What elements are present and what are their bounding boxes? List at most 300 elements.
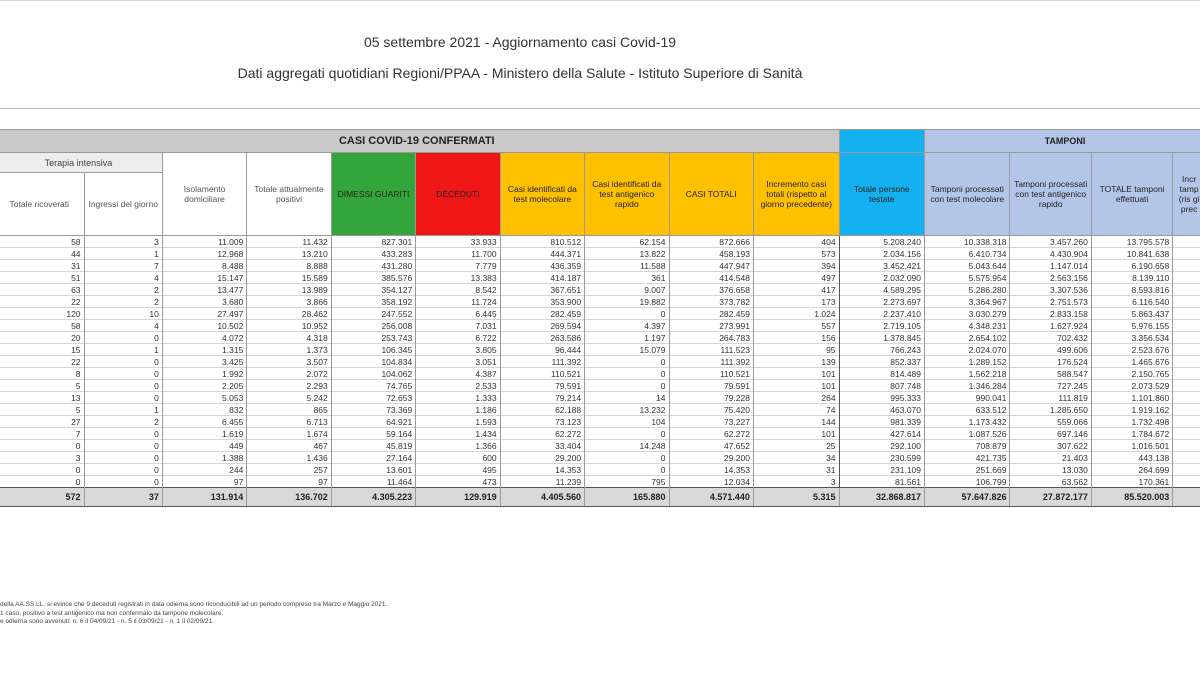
table-cell: 62.272 <box>500 428 584 440</box>
table-cell: 58 <box>0 320 84 332</box>
table-cell: 6.722 <box>416 332 500 344</box>
table-cell: 5.863.437 <box>1091 308 1172 320</box>
table-cell <box>1173 452 1200 464</box>
table-row <box>0 332 1200 344</box>
table-cell: 11.432 <box>247 236 331 248</box>
table-cell: 0 <box>84 356 162 368</box>
table-cell: 33.404 <box>500 440 584 452</box>
table-cell: 120 <box>0 308 84 320</box>
table-cell: 795 <box>585 476 669 488</box>
table-cell: 4.072 <box>162 332 246 344</box>
table-cell <box>1173 344 1200 356</box>
table-cell: 1.378.845 <box>839 332 924 344</box>
group-casi-confermati: CASI COVID-19 CONFERMATI <box>0 130 839 153</box>
table-cell: 106.799 <box>925 476 1010 488</box>
table-cell: 376.658 <box>669 284 753 296</box>
table-cell: 72.653 <box>331 392 415 404</box>
footnote: della AA.SS.LL. si evince che 9 deceduti registrati in data odierna sono riconducibili ad un periodo compreso tra Marzo e Maggio 2021. <box>0 601 388 608</box>
table-cell: 633.512 <box>925 404 1010 416</box>
total-cell: 32.868.817 <box>839 488 924 507</box>
table-cell <box>1173 236 1200 248</box>
group-terapia-intensiva: Terapia intensiva <box>0 153 162 173</box>
page-subtitle: Dati aggregati quotidiani Regioni/PPAA - Ministero della Salute - Istituto Superiore di Sanità <box>237 65 803 81</box>
table-cell: 4.430.904 <box>1010 248 1091 260</box>
table-cell: 4.348.231 <box>925 320 1010 332</box>
table-cell: 7 <box>84 260 162 272</box>
table-cell: 2 <box>84 416 162 428</box>
group-spacer-blue <box>839 130 924 153</box>
table-cell: 6.190.658 <box>1091 260 1172 272</box>
table-cell: 10.338.318 <box>925 236 1010 248</box>
col-totale-tamponi: TOTALE tamponi effettuati <box>1091 153 1172 236</box>
table-cell: 463.070 <box>839 404 924 416</box>
table-cell <box>1173 476 1200 488</box>
table-cell: 1.101.860 <box>1091 392 1172 404</box>
table-cell: 436.359 <box>500 260 584 272</box>
table-cell: 3.680 <box>162 296 246 308</box>
table-cell: 11.239 <box>500 476 584 488</box>
table-cell: 2.237.410 <box>839 308 924 320</box>
table-cell: 0 <box>585 380 669 392</box>
table-cell: 11.588 <box>585 260 669 272</box>
table-cell: 45.819 <box>331 440 415 452</box>
table-cell: 1.465.676 <box>1091 356 1172 368</box>
table-cell: 559.066 <box>1010 416 1091 428</box>
table-cell: 29.200 <box>669 452 753 464</box>
total-cell: 129.919 <box>416 488 500 507</box>
table-cell: 62.188 <box>500 404 584 416</box>
table-cell: 269.594 <box>500 320 584 332</box>
table-cell: 253.743 <box>331 332 415 344</box>
table-cell: 4.397 <box>585 320 669 332</box>
table-cell: 5.043.644 <box>925 260 1010 272</box>
table-cell: 15.147 <box>162 272 246 284</box>
table-cell: 14 <box>585 392 669 404</box>
table-cell <box>1173 272 1200 284</box>
table-cell: 1.173.432 <box>925 416 1010 428</box>
table-cell: 0 <box>0 476 84 488</box>
table-cell: 353.900 <box>500 296 584 308</box>
table-cell <box>1173 356 1200 368</box>
table-cell: 51 <box>0 272 84 284</box>
table-cell: 708.879 <box>925 440 1010 452</box>
table-cell: 727.245 <box>1010 380 1091 392</box>
table-cell: 1.619 <box>162 428 246 440</box>
table-cell: 21.403 <box>1010 452 1091 464</box>
table-cell: 5.575.954 <box>925 272 1010 284</box>
total-cell: 57.647.826 <box>925 488 1010 507</box>
table-row <box>0 452 1200 464</box>
table-cell: 230.599 <box>839 452 924 464</box>
table-cell: 1 <box>84 344 162 356</box>
table-cell: 10.841.638 <box>1091 248 1172 260</box>
table-cell: 3.356.534 <box>1091 332 1172 344</box>
table-cell: 8.888 <box>247 260 331 272</box>
table-cell: 1.366 <box>416 440 500 452</box>
table-cell: 1 <box>84 248 162 260</box>
table-cell: 1.732.498 <box>1091 416 1172 428</box>
table-cell: 373.782 <box>669 296 753 308</box>
table-cell: 497 <box>753 272 839 284</box>
table-cell: 144 <box>753 416 839 428</box>
table-cell: 264 <box>753 392 839 404</box>
table-cell: 1.562.218 <box>925 368 1010 380</box>
table-cell: 832 <box>162 404 246 416</box>
table-cell: 431.280 <box>331 260 415 272</box>
table-cell: 6.445 <box>416 308 500 320</box>
table-cell: 62.154 <box>585 236 669 248</box>
table-cell: 2.293 <box>247 380 331 392</box>
col-tamponi-antigenico: Tamponi processati con test antigenico rapido <box>1010 153 1091 236</box>
table-cell: 13.795.578 <box>1091 236 1172 248</box>
table-cell: 8.488 <box>162 260 246 272</box>
table-cell: 0 <box>84 452 162 464</box>
table-cell: 872.666 <box>669 236 753 248</box>
table-cell: 74.765 <box>331 380 415 392</box>
table-cell: 0 <box>585 452 669 464</box>
table-cell: 2.273.697 <box>839 296 924 308</box>
table-row <box>0 476 1200 488</box>
table-cell: 64.921 <box>331 416 415 428</box>
table-cell: 73.369 <box>331 404 415 416</box>
table-cell: 79.591 <box>669 380 753 392</box>
table-cell: 6.116.540 <box>1091 296 1172 308</box>
table-cell: 2.654.102 <box>925 332 1010 344</box>
table-cell: 3.364.967 <box>925 296 1010 308</box>
table-row <box>0 428 1200 440</box>
total-cell: 136.702 <box>247 488 331 507</box>
table-cell: 4.589.295 <box>839 284 924 296</box>
table-cell: 2.563.156 <box>1010 272 1091 284</box>
col-isolamento: Isolamento domiciliare <box>162 153 246 236</box>
total-cell: 5.315 <box>753 488 839 507</box>
table-cell: 1.289.152 <box>925 356 1010 368</box>
table-cell: 385.576 <box>331 272 415 284</box>
table-cell: 47.652 <box>669 440 753 452</box>
table-row <box>0 344 1200 356</box>
table-cell: 97 <box>162 476 246 488</box>
table-cell: 0 <box>84 476 162 488</box>
table-cell: 852.337 <box>839 356 924 368</box>
table-cell: 264.699 <box>1091 464 1172 476</box>
footnote: 1 caso, positivo a test antigenico ma non confermato da tampone molecolare. <box>0 609 224 617</box>
table-cell: 111.392 <box>669 356 753 368</box>
table-cell: 3.452.421 <box>839 260 924 272</box>
table-cell: 2 <box>84 296 162 308</box>
col-ingressi: Ingressi del giorno <box>84 173 162 236</box>
table-cell: 19.882 <box>585 296 669 308</box>
table-cell: 1.315 <box>162 344 246 356</box>
table-cell: 13 <box>0 392 84 404</box>
table-cell: 13.232 <box>585 404 669 416</box>
table-cell: 8.139.110 <box>1091 272 1172 284</box>
table-cell: 433.283 <box>331 248 415 260</box>
table-cell: 6.713 <box>247 416 331 428</box>
table-cell: 104 <box>585 416 669 428</box>
table-cell: 111.819 <box>1010 392 1091 404</box>
table-cell: 417 <box>753 284 839 296</box>
table-cell: 449 <box>162 440 246 452</box>
table-cell: 27 <box>0 416 84 428</box>
table-cell: 1.593 <box>416 416 500 428</box>
table-cell: 44 <box>0 248 84 260</box>
table-cell: 8.542 <box>416 284 500 296</box>
table-cell: 3.425 <box>162 356 246 368</box>
table-cell: 865 <box>247 404 331 416</box>
table-row <box>0 356 1200 368</box>
table-cell: 1.436 <box>247 452 331 464</box>
table-cell: 2.205 <box>162 380 246 392</box>
table-cell: 74 <box>753 404 839 416</box>
table-cell: 702.432 <box>1010 332 1091 344</box>
table-cell: 13.822 <box>585 248 669 260</box>
table-cell <box>1173 440 1200 452</box>
table-row <box>0 296 1200 308</box>
table-cell <box>1173 392 1200 404</box>
table-cell: 33.933 <box>416 236 500 248</box>
table-cell: 10 <box>84 308 162 320</box>
table-row <box>0 248 1200 260</box>
table-cell: 1.285.650 <box>1010 404 1091 416</box>
table-cell: 170.361 <box>1091 476 1172 488</box>
table-cell: 3.457.260 <box>1010 236 1091 248</box>
table-cell <box>1173 308 1200 320</box>
table-cell: 444.371 <box>500 248 584 260</box>
table-cell: 1 <box>84 404 162 416</box>
table-cell: 11.700 <box>416 248 500 260</box>
table-cell: 447.947 <box>669 260 753 272</box>
col-totale-positivi: Totale attualmente positivi <box>247 153 331 236</box>
table-cell: 2.833.158 <box>1010 308 1091 320</box>
table-cell: 282.459 <box>669 308 753 320</box>
table-cell: 2.150.765 <box>1091 368 1172 380</box>
table-cell: 0 <box>0 464 84 476</box>
table-cell: 995.333 <box>839 392 924 404</box>
table-cell: 247.552 <box>331 308 415 320</box>
table-cell: 1.388 <box>162 452 246 464</box>
total-cell: 165.880 <box>585 488 669 507</box>
table-cell: 404 <box>753 236 839 248</box>
table-cell: 354.127 <box>331 284 415 296</box>
table-cell: 7.779 <box>416 260 500 272</box>
page-title: 05 settembre 2021 - Aggiornamento casi Covid-19 <box>363 34 677 50</box>
table-cell: 697.146 <box>1010 428 1091 440</box>
table-cell: 4 <box>84 320 162 332</box>
total-cell: 131.914 <box>162 488 246 507</box>
table-row <box>0 260 1200 272</box>
table-cell: 1.346.284 <box>925 380 1010 392</box>
total-cell: 37 <box>84 488 162 507</box>
table-cell: 27.497 <box>162 308 246 320</box>
table-cell: 0 <box>84 332 162 344</box>
table-cell: 2.032.090 <box>839 272 924 284</box>
table-cell: 5.208.240 <box>839 236 924 248</box>
total-cell: 27.872.177 <box>1010 488 1091 507</box>
table-cell: 0 <box>84 464 162 476</box>
table-cell: 588.547 <box>1010 368 1091 380</box>
table-cell: 263.586 <box>500 332 584 344</box>
table-cell: 1.919.162 <box>1091 404 1172 416</box>
table-cell: 0 <box>84 440 162 452</box>
table-row <box>0 404 1200 416</box>
table-cell: 3.307.536 <box>1010 284 1091 296</box>
table-cell: 2.719.105 <box>839 320 924 332</box>
table-cell: 79.591 <box>500 380 584 392</box>
table-cell: 63 <box>0 284 84 296</box>
table-cell: 0 <box>585 428 669 440</box>
table-cell: 15.079 <box>585 344 669 356</box>
table-cell: 2.073.529 <box>1091 380 1172 392</box>
table-cell: 9.007 <box>585 284 669 296</box>
table-cell: 4.318 <box>247 332 331 344</box>
table-cell: 1.627.924 <box>1010 320 1091 332</box>
table-cell: 22 <box>0 296 84 308</box>
table-row <box>0 416 1200 428</box>
covid-data-table <box>0 129 1200 507</box>
table-cell: 766.243 <box>839 344 924 356</box>
table-cell: 495 <box>416 464 500 476</box>
table-cell: 104.834 <box>331 356 415 368</box>
table-row <box>0 272 1200 284</box>
table-cell: 176.524 <box>1010 356 1091 368</box>
table-cell: 73.123 <box>500 416 584 428</box>
table-cell: 421.735 <box>925 452 1010 464</box>
table-cell: 59.164 <box>331 428 415 440</box>
table-cell: 95 <box>753 344 839 356</box>
table-cell: 173 <box>753 296 839 308</box>
table-cell: 13.477 <box>162 284 246 296</box>
table-cell: 14.248 <box>585 440 669 452</box>
table-row <box>0 308 1200 320</box>
table-cell: 2.751.573 <box>1010 296 1091 308</box>
table-cell: 31 <box>0 260 84 272</box>
table-cell: 557 <box>753 320 839 332</box>
table-cell: 257 <box>247 464 331 476</box>
table-cell: 2.034.156 <box>839 248 924 260</box>
table-cell: 13.989 <box>247 284 331 296</box>
table-cell: 414.187 <box>500 272 584 284</box>
table-cell <box>1173 320 1200 332</box>
table-cell: 1.087.526 <box>925 428 1010 440</box>
table-cell: 807.748 <box>839 380 924 392</box>
table-cell: 1.434 <box>416 428 500 440</box>
totals-row <box>0 488 1200 507</box>
table-cell: 110.521 <box>500 368 584 380</box>
table-cell <box>1173 284 1200 296</box>
table-cell: 11.009 <box>162 236 246 248</box>
table-cell: 827.301 <box>331 236 415 248</box>
total-cell: 4.405.560 <box>500 488 584 507</box>
table-cell: 58 <box>0 236 84 248</box>
table-cell: 292.100 <box>839 440 924 452</box>
table-cell: 13.210 <box>247 248 331 260</box>
col-deceduti: DECEDUTI <box>416 153 500 236</box>
header-divider <box>0 108 1200 109</box>
table-cell: 7 <box>0 428 84 440</box>
table-cell: 2 <box>84 284 162 296</box>
table-cell: 499.606 <box>1010 344 1091 356</box>
table-cell <box>1173 368 1200 380</box>
table-cell: 0 <box>84 392 162 404</box>
table-cell: 3 <box>0 452 84 464</box>
total-cell: 85.520.003 <box>1091 488 1172 507</box>
table-cell: 1.674 <box>247 428 331 440</box>
table-cell: 2.523.676 <box>1091 344 1172 356</box>
table-cell <box>1173 332 1200 344</box>
group-tamponi: TAMPONI <box>925 130 1200 153</box>
table-cell: 11.464 <box>331 476 415 488</box>
table-cell: 1.186 <box>416 404 500 416</box>
table-row <box>0 464 1200 476</box>
table-cell: 1.992 <box>162 368 246 380</box>
table-cell: 1.197 <box>585 332 669 344</box>
table-row <box>0 392 1200 404</box>
table-cell: 6.455 <box>162 416 246 428</box>
col-casi-totali: CASI TOTALI <box>669 153 753 236</box>
table-cell: 63.562 <box>1010 476 1091 488</box>
table-cell: 12.968 <box>162 248 246 260</box>
table-cell: 5.976.155 <box>1091 320 1172 332</box>
table-row <box>0 284 1200 296</box>
table-cell: 8.593.816 <box>1091 284 1172 296</box>
table-cell: 25 <box>753 440 839 452</box>
table-cell: 5.286.280 <box>925 284 1010 296</box>
table-row <box>0 320 1200 332</box>
table-cell: 361 <box>585 272 669 284</box>
table-cell: 981.339 <box>839 416 924 428</box>
col-persone-testate: Totale persone testate <box>839 153 924 236</box>
table-cell: 22 <box>0 356 84 368</box>
table-cell: 427.614 <box>839 428 924 440</box>
table-cell: 458.193 <box>669 248 753 260</box>
table-cell: 28.462 <box>247 308 331 320</box>
table-cell: 110.521 <box>669 368 753 380</box>
table-cell: 251.669 <box>925 464 1010 476</box>
table-cell: 3.030.279 <box>925 308 1010 320</box>
table-cell: 20 <box>0 332 84 344</box>
table-cell: 15 <box>0 344 84 356</box>
col-dimessi: DIMESSI GUARITI <box>331 153 415 236</box>
table-cell: 111.392 <box>500 356 584 368</box>
table-cell: 1.024 <box>753 308 839 320</box>
table-cell <box>1173 296 1200 308</box>
table-cell: 75.420 <box>669 404 753 416</box>
table-cell: 256.008 <box>331 320 415 332</box>
table-cell: 2.072 <box>247 368 331 380</box>
table-cell <box>1173 416 1200 428</box>
table-cell: 13.383 <box>416 272 500 284</box>
table-cell: 443.138 <box>1091 452 1172 464</box>
table-cell <box>1173 404 1200 416</box>
table-cell: 282.459 <box>500 308 584 320</box>
col-incremento: Incremento casi totali (rispetto al giorno precedente) <box>753 153 839 236</box>
table-cell: 73.227 <box>669 416 753 428</box>
table-cell: 573 <box>753 248 839 260</box>
table-cell: 101 <box>753 428 839 440</box>
table-cell <box>1173 248 1200 260</box>
col-tamponi-molecolare: Tamponi processati con test molecolare <box>925 153 1010 236</box>
table-cell: 600 <box>416 452 500 464</box>
table-cell: 6.410.734 <box>925 248 1010 260</box>
table-row <box>0 236 1200 248</box>
table-cell: 0 <box>84 428 162 440</box>
table-cell <box>1173 380 1200 392</box>
table-cell: 0 <box>585 356 669 368</box>
table-cell: 367.651 <box>500 284 584 296</box>
table-cell: 8 <box>0 368 84 380</box>
table-cell: 156 <box>753 332 839 344</box>
table-cell: 104.062 <box>331 368 415 380</box>
